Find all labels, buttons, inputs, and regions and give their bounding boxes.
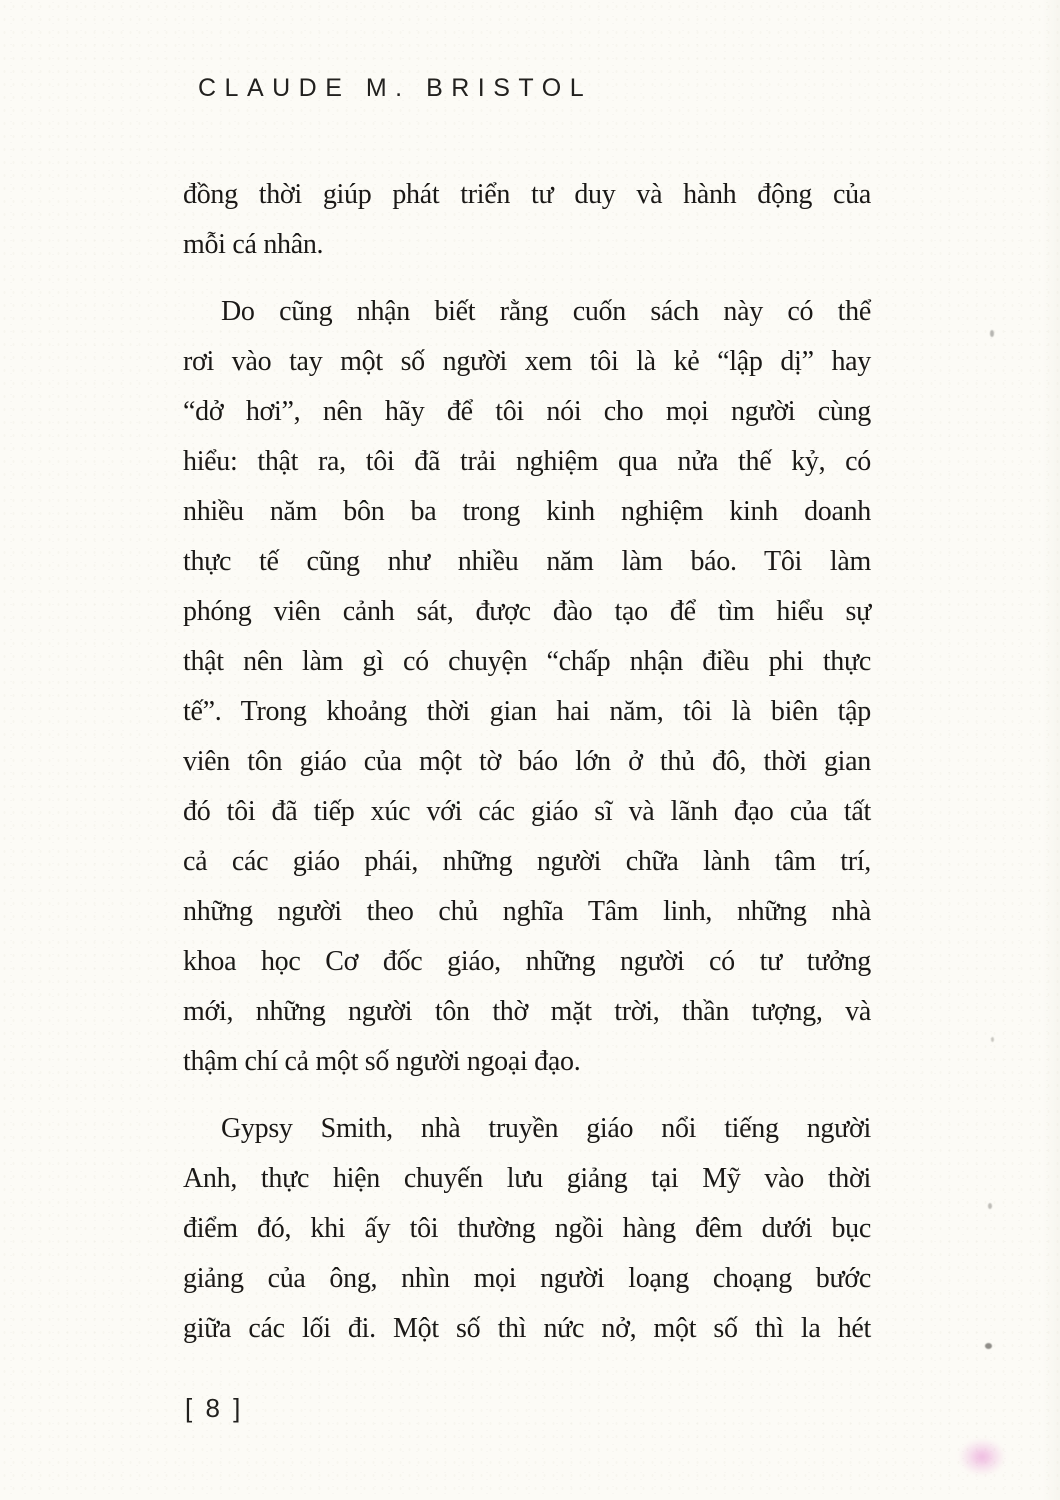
pink-smudge-artifact [958, 1438, 1006, 1476]
text-line: đó tôi đã tiếp xúc với các giáo sĩ và lãnh đạo của tất [183, 796, 871, 827]
text-line: thật nên làm gì có chuyện “chấp nhận điều phi thực [183, 646, 871, 677]
text-line: tế”. Trong khoảng thời gian hai năm, tôi là biên tập [183, 696, 871, 727]
scan-speck-artifact [985, 1343, 992, 1349]
text-line: giữa các lối đi. Một số thì nức nở, một số thì la hét [183, 1313, 871, 1344]
text-line: thậm chí cả một số người ngoại đạo. [183, 1046, 581, 1077]
text-line: thực tế cũng như nhiều năm làm báo. Tôi làm [183, 546, 871, 577]
text-line: cả các giáo phái, những người chữa lành tâm trí, [183, 846, 871, 877]
scan-speck-artifact [991, 1037, 994, 1042]
text-line: những người theo chủ nghĩa Tâm linh, những nhà [183, 896, 871, 927]
paragraph [183, 1104, 871, 1354]
body-text [183, 170, 871, 1354]
text-line: Do cũng nhận biết rằng cuốn sách này có thể [221, 296, 871, 327]
text-line: đồng thời giúp phát triển tư duy và hành động của [183, 179, 871, 210]
page-edge-shadow [1042, 0, 1060, 1500]
text-line: Gypsy Smith, nhà truyền giáo nổi tiếng người [221, 1113, 871, 1144]
running-header-author: CLAUDE M. BRISTOL [198, 74, 593, 102]
text-line: rơi vào tay một số người xem tôi là kẻ “lập dị” hay [183, 346, 871, 377]
paragraph-continuation [183, 170, 871, 270]
text-line: “dở hơi”, nên hãy để tôi nói cho mọi người cùng [183, 396, 871, 427]
text-line: khoa học Cơ đốc giáo, những người có tư tưởng [183, 946, 871, 977]
scan-speck-artifact [988, 1203, 992, 1209]
scan-speck-artifact [990, 330, 994, 337]
paragraph [183, 287, 871, 1087]
text-line: mới, những người tôn thờ mặt trời, thần tượng, và [183, 996, 871, 1027]
page-number: [ 8 ] [185, 1393, 244, 1423]
text-line: nhiều năm bôn ba trong kinh nghiệm kinh doanh [183, 496, 871, 527]
text-line: điểm đó, khi ấy tôi thường ngồi hàng đêm dưới bục [183, 1213, 871, 1244]
text-line: phóng viên cảnh sát, được đào tạo để tìm hiểu sự [183, 596, 871, 627]
text-line: hiểu: thật ra, tôi đã trải nghiệm qua nửa thế kỷ, có [183, 446, 871, 477]
text-line: viên tôn giáo của một tờ báo lớn ở thủ đô, thời gian [183, 746, 871, 777]
text-line: Anh, thực hiện chuyến lưu giảng tại Mỹ vào thời [183, 1163, 871, 1194]
text-line: giảng của ông, nhìn mọi người loạng choạng bước [183, 1263, 871, 1294]
text-line: mỗi cá nhân. [183, 229, 324, 260]
